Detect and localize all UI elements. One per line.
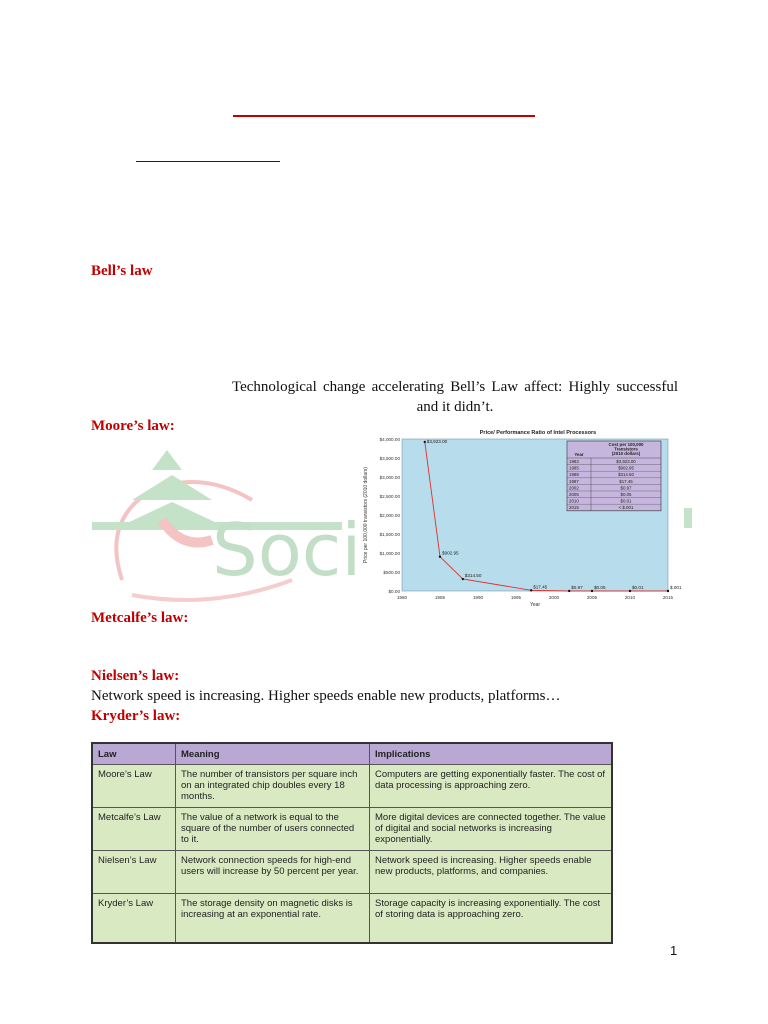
x-axis-label: Year (529, 602, 541, 608)
cell-meaning: The storage density on magnetic disks is increasing at an exponential rate. (176, 894, 370, 944)
table-row (92, 765, 612, 808)
cell-implications: Computers are getting exponentially faster. The cost of data processing is approaching zero. (370, 765, 613, 808)
inset-cell-year: 1985 (569, 465, 579, 471)
data-label: $.001 (670, 585, 682, 590)
cell-meaning: The number of transistors per square inch on an integrated chip doubles every 18 months. (176, 765, 370, 808)
heading-nielsens-law: Nielsen’s law: (91, 668, 180, 684)
y-tick-label: $500.00 (383, 569, 400, 575)
inset-cell-year: 1983 (569, 459, 579, 464)
inset-cell-cost: $902.95 (618, 465, 634, 471)
y-tick-label: $4,000.00 (379, 436, 400, 442)
x-tick-label: 2015 (662, 595, 674, 600)
data-point (462, 578, 464, 580)
x-tick-label: 2010 (624, 595, 636, 600)
inset-cell-cost: $17.45 (619, 478, 633, 484)
inset-cell-cost: $314.50 (618, 472, 634, 478)
heading-kryders-law: Kryder’s law: (91, 708, 181, 724)
table-row (92, 808, 612, 851)
nielsens-law-text: Network speed is increasing. Higher speeds enable new products, platforms… (91, 688, 561, 704)
header-law: Law (92, 743, 176, 765)
data-label: $0.05 (594, 584, 606, 590)
data-label: $0.01 (632, 584, 644, 590)
y-tick-label: $3,000.00 (379, 474, 400, 480)
title-underline (233, 115, 535, 117)
heading-metcalfes-law: Metcalfe’s law: (91, 610, 189, 626)
table-row (92, 894, 612, 944)
watermark-text: Soci (212, 508, 362, 592)
inset-cell-cost: $3,923.00 (616, 459, 636, 464)
x-tick-label: 1995 (510, 595, 522, 600)
header-meaning: Meaning (176, 743, 370, 765)
y-tick-label: $0.00 (388, 588, 400, 594)
data-label: $3,923.00 (426, 438, 448, 444)
y-axis-label: Price per 100,000 transistors (2010 dollars) (363, 467, 369, 563)
price-performance-chart (358, 425, 682, 610)
heading-bells-law: Bell’s law (91, 263, 153, 279)
data-point (568, 590, 570, 592)
inset-cell-year: 1997 (569, 478, 579, 484)
x-tick-label: 1980 (396, 595, 408, 600)
table-row (92, 851, 612, 894)
y-tick-label: $1,000.00 (379, 550, 400, 556)
y-tick-label: $2,500.00 (379, 493, 400, 499)
inset-cell-year: 2005 (569, 492, 579, 497)
x-tick-label: 2005 (586, 595, 598, 600)
data-point (591, 590, 593, 592)
data-label: $902.95 (442, 550, 459, 556)
data-label: $0.97 (571, 584, 583, 590)
data-point (530, 589, 532, 591)
x-tick-label: 1990 (472, 595, 484, 600)
cell-implications: Storage capacity is increasing exponentially. The cost of storing data is approaching zero. (370, 894, 613, 944)
inset-cell-cost: $0.97 (620, 485, 632, 491)
cell-law: Metcalfe’s Law (92, 808, 176, 851)
data-label: $17.45 (533, 584, 548, 590)
cell-implications: Network speed is increasing. Higher speeds enable new products, platforms, and companies. (370, 851, 613, 894)
cell-law: Moore’s Law (92, 765, 176, 808)
inset-cell-cost: $0.05 (620, 492, 632, 497)
cell-implications: More digital devices are connected together. The value of digital and social networks is increasing exponentially. (370, 808, 613, 851)
cell-meaning: The value of a network is equal to the square of the number of users connected to it. (176, 808, 370, 851)
inset-cell-year: 1988 (569, 472, 579, 478)
inset-header-cost: Cost per 100,000 Transistors (2010 dollars) (608, 442, 644, 457)
data-point (424, 441, 426, 443)
y-tick-label: $2,000.00 (379, 512, 400, 518)
y-tick-label: $1,500.00 (379, 531, 400, 537)
y-tick-label: $3,500.00 (379, 455, 400, 461)
cell-meaning: Network connection speeds for high-end users will increase by 50 percent per year. (176, 851, 370, 894)
header-implications: Implications (370, 743, 613, 765)
cell-law: Nielsen’s Law (92, 851, 176, 894)
page-number: 1 (670, 943, 678, 958)
data-point (629, 590, 631, 592)
inset-cell-year: 2015 (569, 505, 579, 511)
cell-law: Kryder’s Law (92, 894, 176, 944)
inset-cell-cost: $0.01 (620, 498, 632, 504)
inset-cell-cost: < $.001 (618, 505, 634, 511)
subtitle-underline (136, 161, 280, 162)
inset-cell-year: 2010 (569, 498, 579, 504)
inset-cell-year: 2002 (569, 485, 579, 491)
x-tick-label: 2000 (548, 595, 560, 600)
inset-cost-table (567, 441, 661, 511)
x-tick-label: 1985 (434, 595, 446, 600)
laws-table (91, 742, 613, 944)
inset-header-year: Year (574, 452, 584, 457)
bells-law-caption: Technological change accelerating Bell’s Law affect: Highly successful and it didn’t. (232, 379, 678, 415)
heading-moores-law: Moore’s law: (91, 418, 175, 434)
data-label: $314.50 (464, 573, 482, 579)
table-header-row (92, 743, 612, 765)
data-point (667, 590, 669, 592)
data-point (439, 555, 441, 557)
chart-title: Price/ Performance Ratio of Intel Processors (479, 430, 597, 436)
